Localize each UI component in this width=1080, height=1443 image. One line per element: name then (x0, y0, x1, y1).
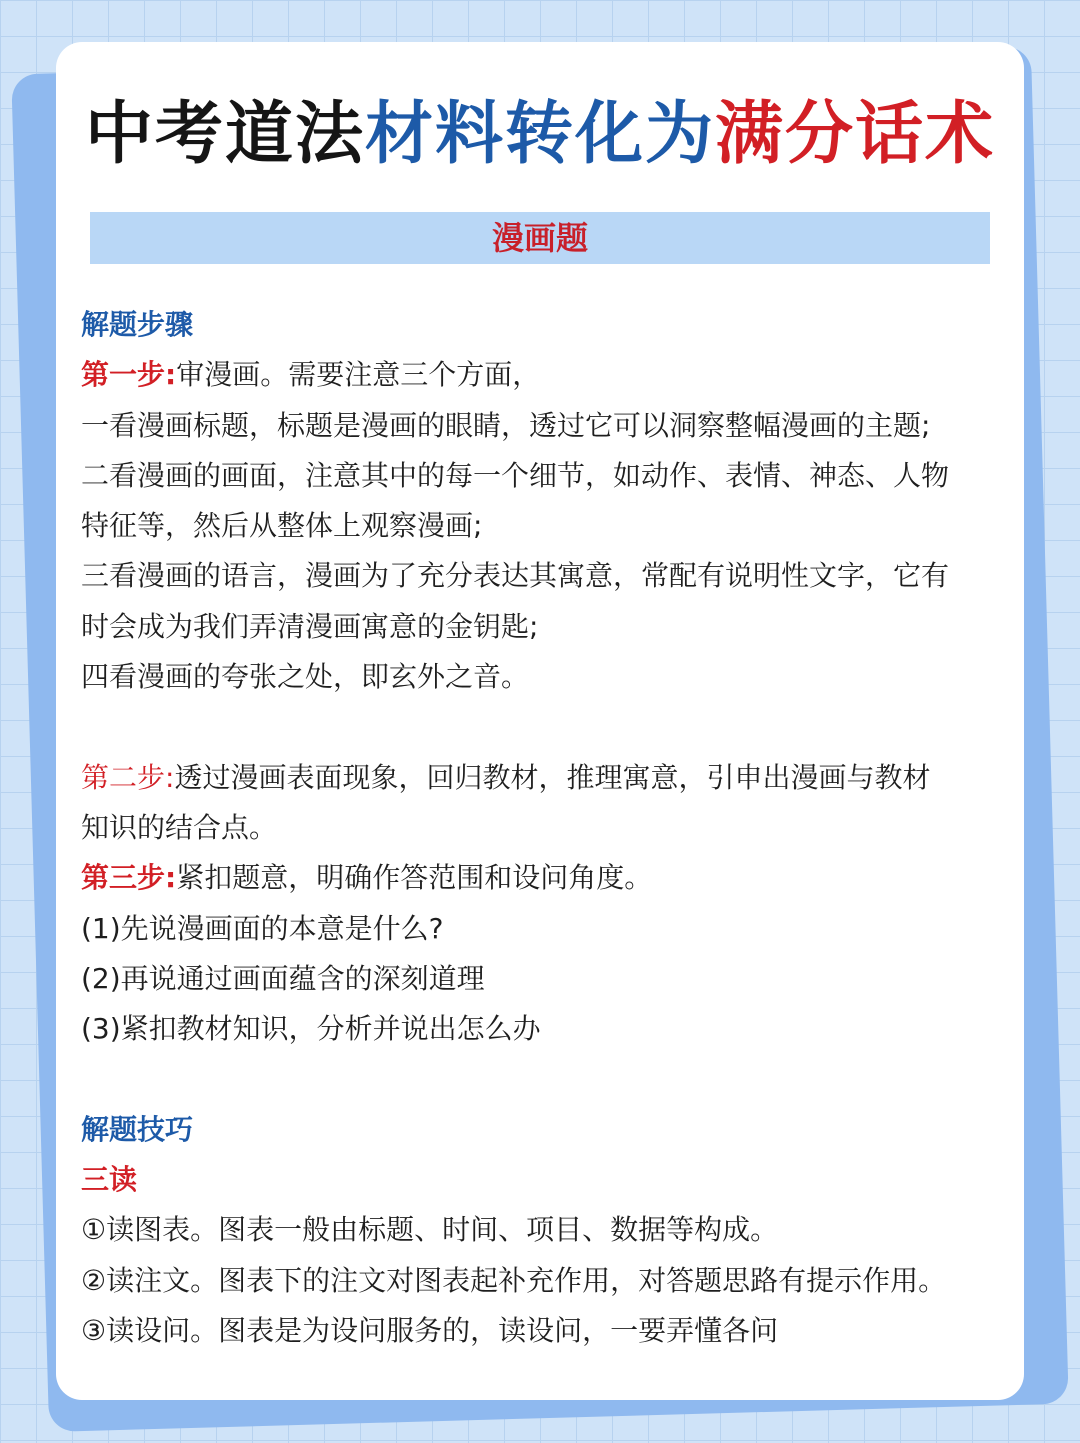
step1-detail-line: 三看漫画的语言，漫画为了充分表达其寓意，常配有说明性文字，它有 (81, 559, 950, 593)
step3-item: (3)紧扣教材知识，分析并说出怎么办 (81, 1012, 541, 1046)
step1-label: 第一步: (81, 358, 177, 392)
skills-item: ②读注文。图表下的注文对图表起补充作用，对答题思路有提示作用。 (81, 1263, 947, 1297)
step3-item: (2)再说通过画面蕴含的深刻道理 (81, 961, 485, 995)
title-part-blue: 材料转化为 (364, 95, 715, 174)
step1-detail-line: 特征等，然后从整体上观察漫画; (81, 509, 483, 543)
page-title (0, 92, 1080, 178)
skills-subheading: 三读 (81, 1163, 138, 1197)
step2-text: 透过漫画表面现象，回归教材，推理寓意，引申出漫画与教材 (174, 760, 931, 794)
title-part-black: 中考道法 (84, 95, 365, 174)
steps-heading: 解题步骤 (81, 308, 194, 341)
step1-detail-line: 四看漫画的夸张之处，即玄外之音。 (81, 660, 530, 694)
section-band: 漫画题 (90, 212, 990, 264)
skills-item: ③读设问。图表是为设问服务的，读设问，一要弄懂各问 (81, 1313, 779, 1347)
step1-detail-line: 二看漫画的画面，注意其中的每一个细节，如动作、表情、神态、人物 (81, 458, 950, 492)
step1-line (81, 350, 1011, 400)
article-body (81, 300, 1011, 1356)
spacer (81, 1054, 1011, 1104)
step3-label: 第三步: (81, 861, 177, 895)
step1-detail-line: 一看漫画标题，标题是漫画的眼睛，透过它可以洞察整幅漫画的主题; (81, 408, 931, 442)
step1-text: 审漫画。需要注意三个方面， (176, 358, 541, 392)
spacer (81, 702, 1011, 752)
step2-label: 第二步: (81, 760, 175, 794)
skills-item: ①读图表。图表一般由标题、时间、项目、数据等构成。 (81, 1213, 779, 1247)
step3-text: 紧扣题意，明确作答范围和设问角度。 (176, 861, 653, 895)
step1-detail-line: 时会成为我们弄清漫画寓意的金钥匙; (81, 609, 539, 643)
step2-line (81, 753, 1011, 803)
step3-item: (1)先说漫画面的本意是什么? (81, 911, 444, 945)
title-part-red: 满分话术 (715, 95, 996, 174)
step2-line-continued: 知识的结合点。 (81, 810, 278, 844)
skills-heading: 解题技巧 (81, 1112, 194, 1146)
step3-line (81, 853, 1011, 903)
